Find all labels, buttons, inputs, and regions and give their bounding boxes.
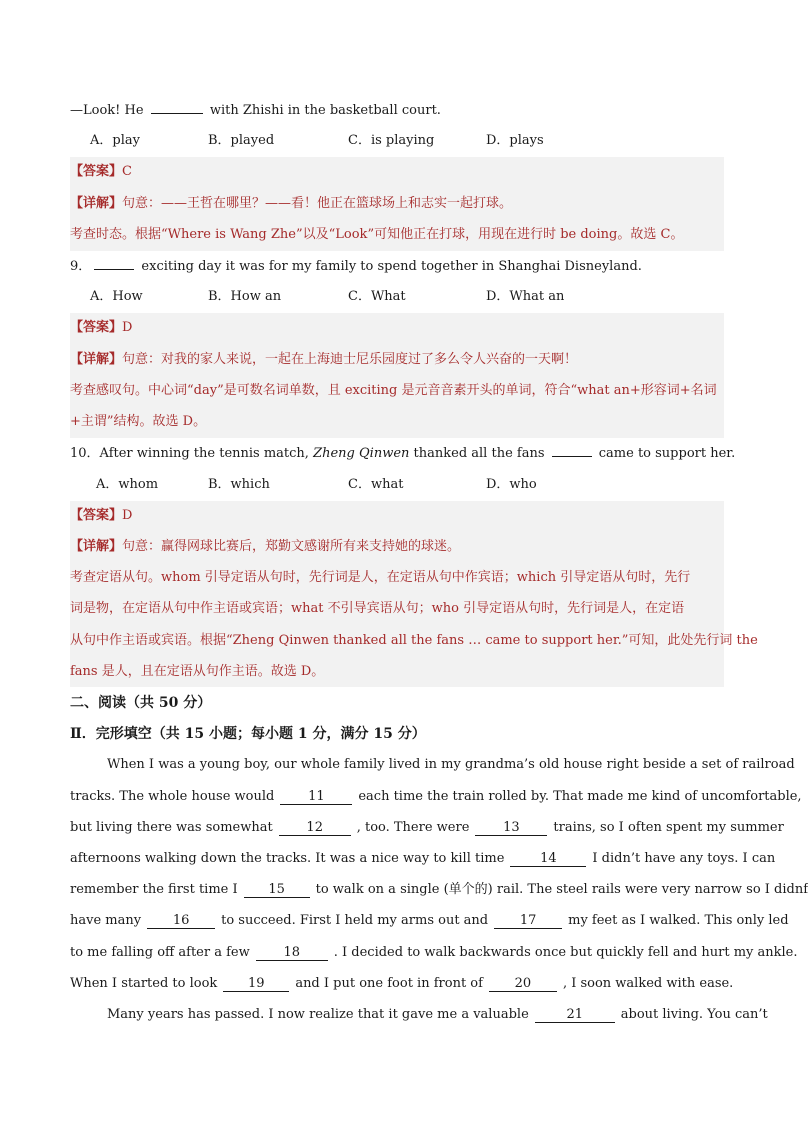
cloze-blank-16: 16 bbox=[147, 913, 215, 929]
q8-stem-end: with Zhishi in the basketball court. bbox=[205, 103, 441, 118]
passage-text: When I started to look bbox=[70, 976, 218, 991]
passage-line bbox=[70, 848, 776, 870]
answer-label: 【答案】 bbox=[70, 320, 123, 335]
passage-text: have many bbox=[70, 913, 142, 928]
q10-detail-4: 从句中作主语或宾语。根据“Zheng Qinwen thanked all the fans … came to support her.”可知，此处先行词 the bbox=[70, 633, 758, 648]
q10-number: 10． bbox=[70, 446, 100, 461]
section-title: 二、阅读（共 50 分） bbox=[70, 695, 212, 711]
q10-detail-5: fans 是人，且在定语从句作主语。故选 D。 bbox=[70, 664, 325, 679]
q8-detail-2: 考查时态。根据“Where is Wang Zhe”以及“Look”可知他正在打球，用现在进行时 be doing。故选 C。 bbox=[70, 227, 684, 242]
answer-label: 【答案】 bbox=[70, 508, 123, 523]
passage-text: tracks. The whole house would bbox=[70, 789, 275, 804]
q10-options bbox=[70, 474, 725, 496]
q10-option-c: C．what bbox=[348, 477, 404, 492]
passage-line bbox=[70, 817, 784, 839]
cloze-blank-11: 11 bbox=[280, 789, 352, 805]
cloze-blank-18: 18 bbox=[256, 945, 328, 961]
passage-text: to succeed. First I held my arms out and bbox=[221, 913, 489, 928]
passage-text: each time the train rolled by. That made me kind of uncomfortable, bbox=[358, 789, 802, 804]
answer-label: 【答案】 bbox=[70, 164, 123, 179]
q10-stem-middle: thanked all the fans bbox=[409, 446, 549, 461]
detail-text: 句意：赢得网球比赛后，郑勤文感谢所有来支持她的球迷。 bbox=[122, 539, 461, 554]
answer-blank bbox=[151, 99, 203, 114]
q10-detail-1 bbox=[70, 536, 725, 558]
cloze-blank-12: 12 bbox=[279, 820, 351, 836]
passage-text: to me falling off after a few bbox=[70, 945, 250, 960]
q8-stem-start: —Look! He bbox=[70, 103, 148, 118]
q8-options bbox=[70, 130, 725, 152]
q10-answer bbox=[70, 505, 725, 527]
q9-detail-2: 考查感叹句。中心词“day”是可数名词单数，且 exciting 是元音音素开头的单词，符合“what an+形容词+名词 bbox=[70, 383, 717, 398]
passage-line bbox=[70, 942, 798, 964]
q9-answer bbox=[70, 317, 725, 339]
passage-text: to walk on a single (单个的) rail. The steel rails were very narrow so I didnf bbox=[315, 882, 808, 897]
q8-stem bbox=[70, 99, 725, 121]
q8-answer bbox=[70, 161, 725, 183]
q9-number: 9． bbox=[70, 259, 92, 274]
passage-text: . I decided to walk backwards once but quickly fell and hurt my ankle. bbox=[333, 945, 798, 960]
passage-text: , too. There were bbox=[356, 820, 470, 835]
passage-text: remember the first time I bbox=[70, 882, 238, 897]
passage-text: about living. You can’t bbox=[620, 1007, 768, 1022]
passage-line bbox=[70, 786, 802, 808]
detail-label: 【详解】 bbox=[70, 539, 123, 554]
passage-text: Many years has passed. I now realize that it gave me a valuable bbox=[107, 1007, 529, 1022]
q10-detail-3: 词是物，在定语从句中作主语或宾语；what 不引导宾语从句；who 引导定语从句时，先行词是人，在定语 bbox=[70, 601, 685, 616]
q9-stem bbox=[70, 255, 725, 277]
q9-detail-1 bbox=[70, 349, 725, 371]
q10-answer-box bbox=[70, 501, 758, 687]
cloze-blank-14: 14 bbox=[510, 851, 586, 867]
q10-stem-start: After winning the tennis match, bbox=[99, 446, 314, 461]
passage-line bbox=[70, 910, 789, 932]
cloze-blank-19: 19 bbox=[223, 976, 289, 992]
passage-text: I didn’t have any toys. I can bbox=[592, 851, 776, 866]
passage-text: my feet as I walked. This only led bbox=[568, 913, 789, 928]
answer-blank bbox=[94, 255, 134, 270]
passage-text: trains, so I often spent my summer bbox=[553, 820, 784, 835]
q8-option-b: B．played bbox=[208, 133, 275, 148]
cloze-blank-17: 17 bbox=[494, 913, 562, 929]
q9-option-b: B．How an bbox=[208, 289, 282, 304]
passage-line bbox=[70, 973, 734, 995]
q9-options bbox=[70, 286, 725, 308]
q9-option-c: C．What bbox=[348, 289, 406, 304]
cloze-blank-13: 13 bbox=[475, 820, 547, 836]
detail-text: 句意：——王哲在哪里？——看！他正在篮球场上和志实一起打球。 bbox=[122, 196, 513, 211]
passage-text: afternoons walking down the tracks. It was a nice way to kill time bbox=[70, 851, 505, 866]
q9-option-a: A．How bbox=[90, 289, 143, 304]
cloze-blank-15: 15 bbox=[244, 882, 310, 898]
detail-text: 句意：对我的家人来说，一起在上海迪士尼乐园度过了多么令人兴奋的一天啊！ bbox=[122, 352, 578, 367]
q9-stem-text: exciting day it was for my family to spend together in Shanghai Disneyland. bbox=[137, 259, 642, 274]
q8-detail-1 bbox=[70, 193, 725, 215]
answer-value: D bbox=[122, 320, 133, 335]
passage-line: When I was a young boy, our whole family lived in my grandma’s old house right beside a set of railroad bbox=[107, 757, 795, 772]
detail-label: 【详解】 bbox=[70, 196, 123, 211]
answer-blank bbox=[552, 442, 592, 457]
cloze-title: Ⅱ．完形填空（共 15 小题；每小题 1 分，满分 15 分） bbox=[70, 726, 426, 742]
q9-option-d: D．What an bbox=[486, 289, 565, 304]
q10-stem-name: Zheng Qinwen bbox=[313, 446, 410, 461]
q10-stem bbox=[70, 442, 736, 464]
q8-option-c: C．is playing bbox=[348, 133, 435, 148]
q10-detail-2: 考查定语从句。whom 引导定语从句时，先行词是人，在定语从句中作宾语；which 引导定语从句时，先行 bbox=[70, 570, 691, 585]
passage-text: but living there was somewhat bbox=[70, 820, 273, 835]
cloze-blank-21: 21 bbox=[535, 1007, 615, 1023]
answer-value: C bbox=[122, 164, 132, 179]
passage-text: and I put one foot in front of bbox=[295, 976, 483, 991]
q10-option-b: B．which bbox=[208, 477, 270, 492]
passage-line bbox=[70, 879, 808, 901]
q8-option-d: D．plays bbox=[486, 133, 544, 148]
passage-line bbox=[107, 1004, 768, 1026]
q9-detail-3: +主谓”结构。故选 D。 bbox=[70, 414, 207, 429]
detail-label: 【详解】 bbox=[70, 352, 123, 367]
q10-stem-end: came to support her. bbox=[594, 446, 736, 461]
q8-option-a: A．play bbox=[90, 133, 140, 148]
q10-option-d: D．who bbox=[486, 477, 537, 492]
cloze-blank-20: 20 bbox=[489, 976, 557, 992]
q10-option-a: A．whom bbox=[96, 477, 159, 492]
answer-value: D bbox=[122, 508, 133, 523]
passage-text: , I soon walked with ease. bbox=[562, 976, 734, 991]
